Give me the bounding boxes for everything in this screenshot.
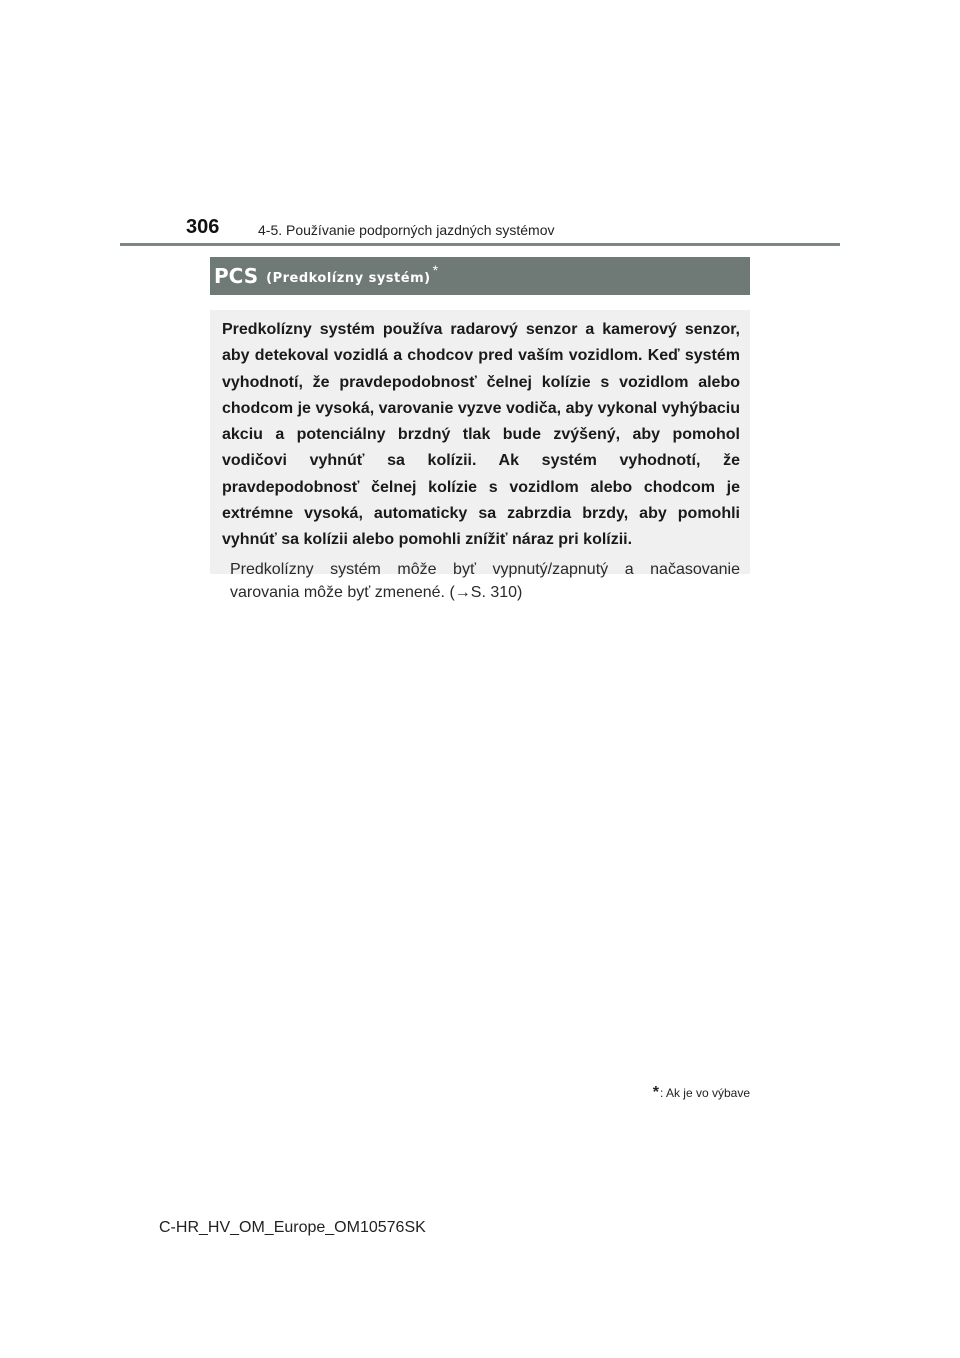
settings-note: Predkolízny systém môže byť vypnutý/zapnutý a načasovanie varovania môže byť zmenené. (→S. 310) bbox=[230, 560, 740, 601]
section-title-band bbox=[210, 257, 750, 295]
intro-paragraph: Predkolízny systém používa radarový senzor a kamerový senzor, aby detekoval vozidlá a chodcov pred vaším vozidlom. Keď systém vyhodnotí, že pravdepodobnosť čelnej kolízie s vozidlom alebo chodcom je vysoká, varovanie vyzve vodiča, aby vykonal vyhýbaciu akciu a potenciálny brzdný tlak bude zvýšený, aby pomohol vodičovi vyhnúť sa kolízii. Ak systém vyhodnotí, že pravdepodobnosť čelnej kolízie s vozidlom alebo chodcom je extrémne vysoká, automaticky sa zabrzdia brzdy, aby pomohli vyhnúť sa kolízii alebo pomohli znížiť náraz pri kolízii. bbox=[222, 321, 740, 549]
optional-equipment-asterisk-icon: * bbox=[432, 262, 439, 278]
header-divider bbox=[120, 243, 840, 246]
page-number: 306 bbox=[186, 216, 220, 238]
footnote-text: : Ak je vo výbave bbox=[659, 1086, 750, 1100]
chapter-title: 4-5. Používanie podporných jazdných systémov bbox=[258, 222, 555, 238]
document-code: C-HR_HV_OM_Europe_OM10576SK bbox=[159, 1219, 426, 1236]
section-title: PCS bbox=[214, 264, 259, 288]
asterisk-icon: * bbox=[652, 1084, 659, 1101]
footnote bbox=[653, 1085, 750, 1101]
intro-box bbox=[210, 310, 750, 601]
section-subtitle: (Predkolízny systém) bbox=[266, 270, 431, 286]
